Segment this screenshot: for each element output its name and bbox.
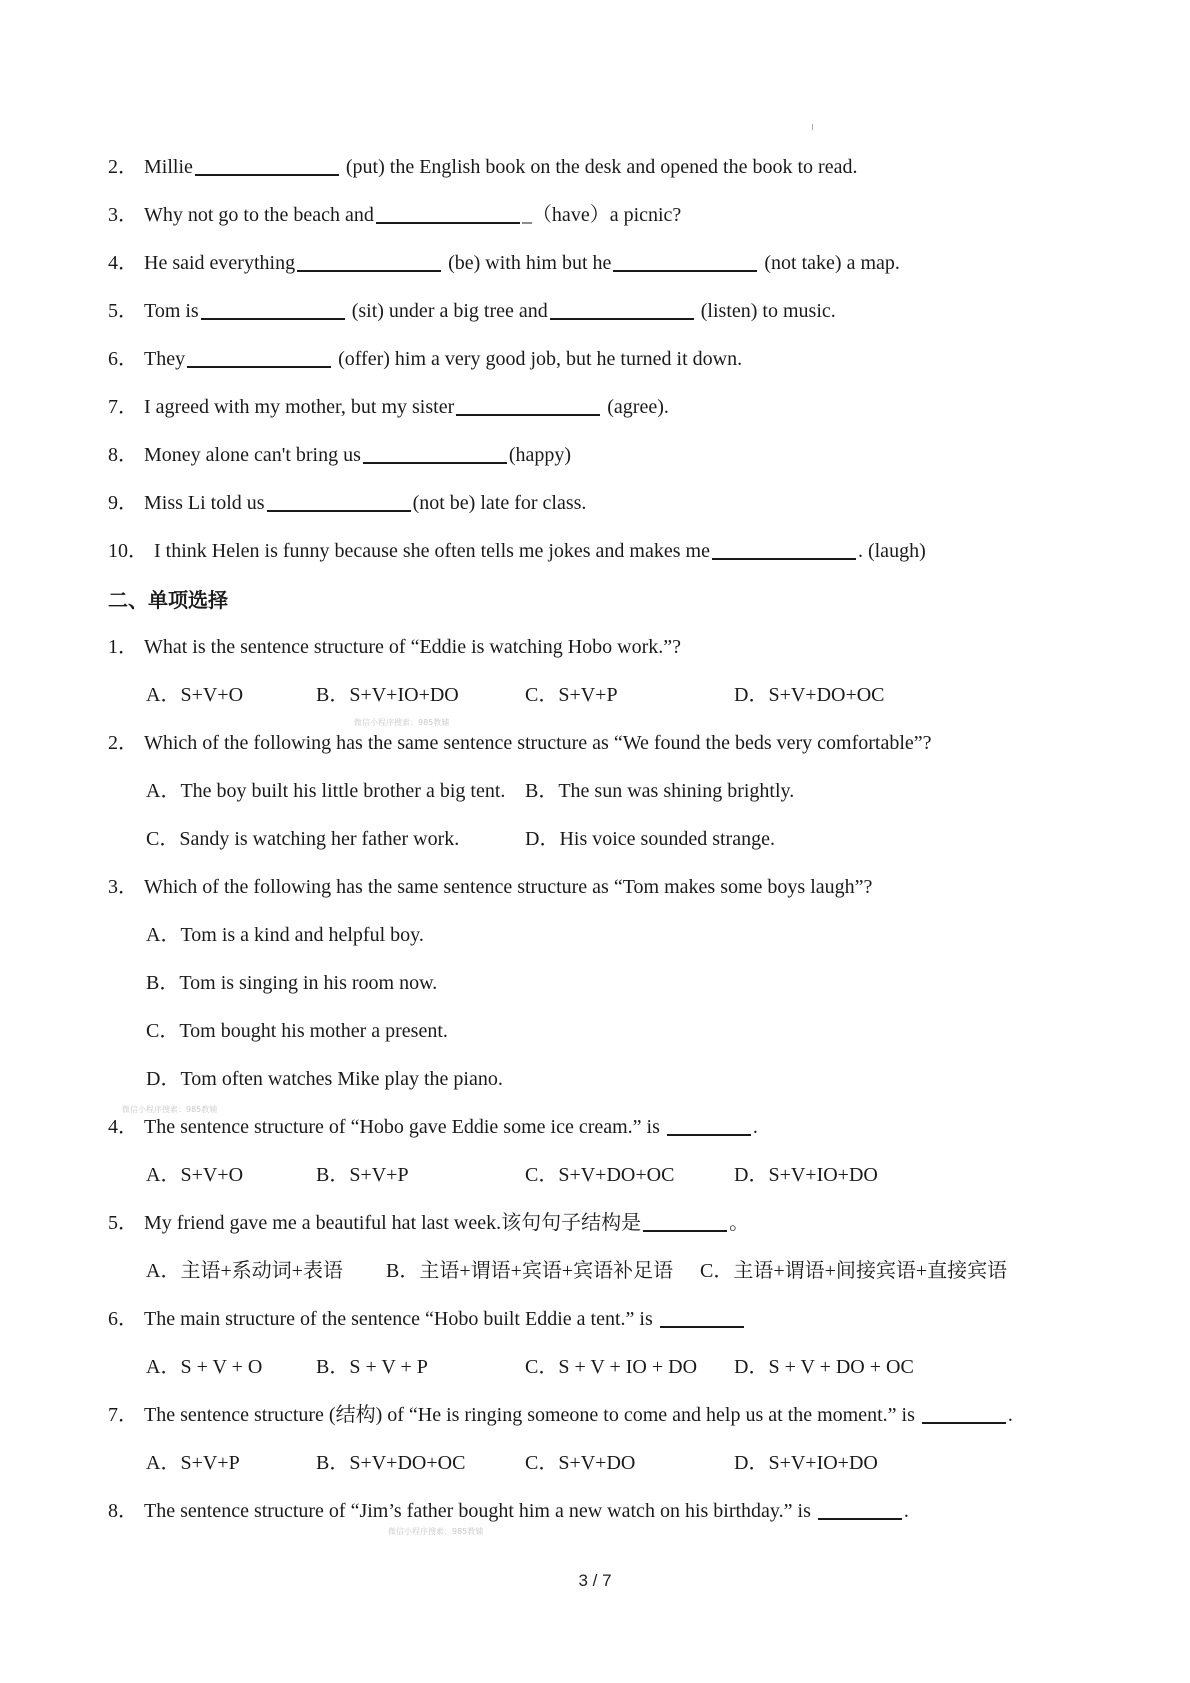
question-5 <box>108 1210 1150 1236</box>
option-a[interactable]: A．主语+系动词+表语 <box>146 1260 344 1282</box>
item-text: (sit) under a big tree and <box>351 300 548 322</box>
option-a[interactable]: A．S+V+P <box>146 1452 240 1474</box>
option-text: C．Tom bought his mother a present. <box>146 1020 448 1042</box>
question-6 <box>108 1306 1150 1332</box>
section-heading: 二、单项选择 <box>108 588 228 612</box>
option-c[interactable]: C．S+V+DO <box>525 1452 636 1474</box>
answer-blank[interactable] <box>363 444 507 464</box>
option-a[interactable]: A．S + V + O <box>146 1356 263 1378</box>
option-c[interactable]: C．S+V+DO+OC <box>525 1164 675 1186</box>
option-c[interactable]: C．S+V+P <box>525 684 618 706</box>
item-number: 5． <box>108 300 138 322</box>
answer-blank[interactable] <box>456 396 600 416</box>
option-b[interactable]: B．The sun was shining brightly. <box>525 780 795 802</box>
option-c[interactable]: C．主语+谓语+间接宾语+直接宾语 <box>700 1260 1008 1282</box>
fill-item-3 <box>108 202 1150 228</box>
scan-mark <box>812 124 813 130</box>
question-number: 5． <box>108 1212 138 1234</box>
question-number: 4． <box>108 1116 138 1138</box>
watermark: 微信小程序搜索：985教辅 <box>122 1105 218 1114</box>
answer-blank[interactable] <box>376 204 520 224</box>
option-text: B．Tom is singing in his room now. <box>146 972 438 994</box>
item-text: Miss Li told us <box>144 492 265 514</box>
option-d[interactable]: D．His voice sounded strange. <box>525 828 775 850</box>
option-b[interactable]: B．S + V + P <box>316 1356 428 1378</box>
item-text: (put) the English book on the desk and opened the book to read. <box>345 156 858 178</box>
question-number: 3． <box>108 876 138 898</box>
item-text: I agreed with my mother, but my sister <box>144 396 455 418</box>
option-d[interactable]: D．S+V+IO+DO <box>734 1164 878 1186</box>
answer-blank[interactable] <box>187 348 331 368</box>
item-text: He said everything <box>144 252 296 274</box>
item-text: Money alone can't bring us <box>144 444 361 466</box>
item-text: (be) with him but he <box>448 252 612 274</box>
question-stem-end: . <box>752 1116 758 1138</box>
option-a[interactable] <box>146 922 1160 948</box>
item-text: . (laugh) <box>857 540 926 562</box>
question-1 <box>108 634 1150 660</box>
question-stem-end: 。 <box>729 1212 750 1234</box>
fill-item-4 <box>108 250 1150 276</box>
fill-item-5 <box>108 298 1150 324</box>
option-b[interactable]: B．S+V+DO+OC <box>316 1452 466 1474</box>
option-c[interactable]: C．S + V + IO + DO <box>525 1356 698 1378</box>
item-text: (not take) a map. <box>764 252 900 274</box>
item-text: (agree). <box>607 396 669 418</box>
item-text: Tom is <box>144 300 199 322</box>
question-number: 8． <box>108 1500 138 1522</box>
item-number: 10． <box>108 540 148 562</box>
option-d[interactable]: D．S+V+DO+OC <box>734 684 885 706</box>
item-text: (happy) <box>508 444 572 466</box>
option-b[interactable]: B．S+V+P <box>316 1164 409 1186</box>
question-7 <box>108 1402 1150 1428</box>
watermark: 微信小程序搜索：985教辅 <box>388 1527 484 1536</box>
option-a[interactable]: A．The boy built his little brother a big tent. <box>146 780 506 802</box>
item-number: 8． <box>108 444 138 466</box>
item-text: I think Helen is funny because she often tells me jokes and makes me <box>154 540 710 562</box>
answer-blank[interactable] <box>297 252 441 272</box>
question-stem: My friend gave me a beautiful hat last week.该句句子结构是 <box>144 1212 642 1234</box>
fill-item-10 <box>108 538 1150 564</box>
question-number: 1． <box>108 636 138 658</box>
item-number: 7． <box>108 396 138 418</box>
option-c[interactable]: C．Sandy is watching her father work. <box>146 828 460 850</box>
fill-item-7 <box>108 394 1150 420</box>
item-number: 4． <box>108 252 138 274</box>
fill-item-8 <box>108 442 1150 468</box>
question-stem-end: . <box>1007 1404 1013 1426</box>
item-text: Millie <box>144 156 193 178</box>
question-2 <box>108 730 1150 756</box>
answer-blank[interactable] <box>660 1308 744 1328</box>
option-d[interactable] <box>146 1066 1160 1092</box>
fill-item-9 <box>108 490 1150 516</box>
answer-blank[interactable] <box>195 156 339 176</box>
question-stem: Which of the following has the same sentence structure as “Tom makes some boys laugh”? <box>144 876 873 898</box>
option-a[interactable]: A．S+V+O <box>146 1164 244 1186</box>
answer-blank[interactable] <box>712 540 856 560</box>
fill-item-2 <box>108 154 1150 180</box>
question-3 <box>108 874 1150 900</box>
option-d[interactable]: D．S+V+IO+DO <box>734 1452 878 1474</box>
answer-blank[interactable] <box>267 492 411 512</box>
item-number: 3． <box>108 204 138 226</box>
question-stem: The sentence structure of “Hobo gave Eddie some ice cream.” is <box>144 1116 660 1138</box>
answer-blank[interactable] <box>550 300 694 320</box>
answer-blank[interactable] <box>818 1500 902 1520</box>
question-stem: Which of the following has the same sentence structure as “We found the beds very comfortable”? <box>144 732 932 754</box>
item-number: 2． <box>108 156 138 178</box>
answer-blank[interactable] <box>613 252 757 272</box>
question-number: 6． <box>108 1308 138 1330</box>
item-text: (not be) late for class. <box>412 492 587 514</box>
page-number: 3 / 7 <box>578 1571 612 1590</box>
question-8 <box>108 1498 1150 1524</box>
item-text: Why not go to the beach and <box>144 204 374 226</box>
item-text: (offer) him a very good job, but he turned it down. <box>338 348 743 370</box>
question-number: 7． <box>108 1404 138 1426</box>
option-a[interactable]: A．S+V+O <box>146 684 244 706</box>
question-stem: The sentence structure (结构) of “He is ringing someone to come and help us at the moment.” is <box>144 1404 915 1426</box>
answer-blank[interactable] <box>922 1404 1006 1424</box>
item-text: _（have）a picnic? <box>521 204 682 226</box>
option-c[interactable] <box>146 1018 1160 1044</box>
option-b[interactable] <box>146 970 1160 996</box>
option-d[interactable]: D．S + V + DO + OC <box>734 1356 914 1378</box>
answer-blank[interactable] <box>201 300 345 320</box>
watermark: 微信小程序搜索：985教辅 <box>354 718 450 727</box>
fill-item-6 <box>108 346 1150 372</box>
item-text: (listen) to music. <box>700 300 836 322</box>
question-number: 2． <box>108 732 138 754</box>
question-4 <box>108 1114 1150 1140</box>
option-text: D．Tom often watches Mike play the piano. <box>146 1068 503 1090</box>
item-number: 9． <box>108 492 138 514</box>
item-number: 6． <box>108 348 138 370</box>
answer-blank[interactable] <box>643 1212 727 1232</box>
question-stem: What is the sentence structure of “Eddie is watching Hobo work.”? <box>144 636 682 658</box>
option-text: A．Tom is a kind and helpful boy. <box>146 924 424 946</box>
option-b[interactable]: B．主语+谓语+宾语+宾语补足语 <box>386 1260 674 1282</box>
question-stem: The main structure of the sentence “Hobo built Eddie a tent.” is <box>144 1308 653 1330</box>
question-stem: The sentence structure of “Jim’s father bought him a new watch on his birthday.” is <box>144 1500 811 1522</box>
question-stem-end: . <box>903 1500 909 1522</box>
answer-blank[interactable] <box>667 1116 751 1136</box>
item-text: They <box>144 348 186 370</box>
option-b[interactable]: B．S+V+IO+DO <box>316 684 459 706</box>
